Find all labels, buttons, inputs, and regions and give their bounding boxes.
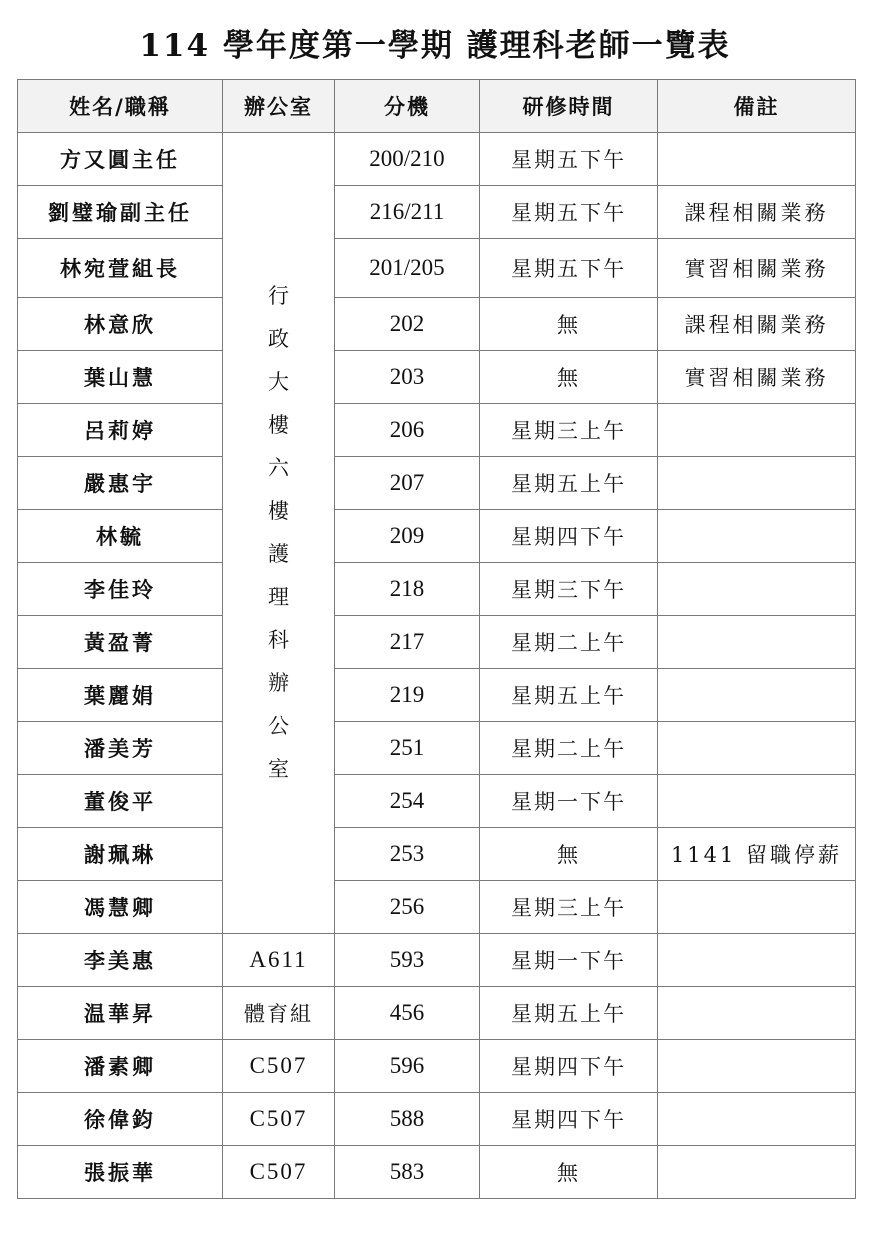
header-ext: 分機 [335,80,480,133]
cell-name: 林毓 [18,510,223,563]
cell-ext: 200/210 [335,133,480,186]
shared-office-char: 六 [268,456,289,480]
cell-note [658,1093,856,1146]
table-row [18,1146,856,1199]
header-name: 姓名/職稱 [18,80,223,133]
cell-study-time: 星期一下午 [480,775,658,828]
header-note: 備註 [658,80,856,133]
cell-study-time: 星期五上午 [480,457,658,510]
cell-note: 實習相關業務 [658,351,856,404]
shared-office-char: 政 [268,327,289,351]
cell-study-time: 星期一下午 [480,934,658,987]
cell-ext: 201/205 [335,239,480,298]
header-office: 辦公室 [223,80,335,133]
table-row [18,669,856,722]
cell-office: C507 [223,1093,335,1146]
cell-office: C507 [223,1040,335,1093]
cell-study-time: 星期五下午 [480,239,658,298]
cell-ext: 218 [335,563,480,616]
cell-name: 温華昇 [18,987,223,1040]
cell-ext: 219 [335,669,480,722]
cell-study-time: 無 [480,1146,658,1199]
cell-ext: 216/211 [335,186,480,239]
cell-study-time: 星期四下午 [480,1040,658,1093]
cell-ext: 206 [335,404,480,457]
cell-note [658,669,856,722]
cell-office: A611 [223,934,335,987]
cell-ext: 217 [335,616,480,669]
cell-note [658,404,856,457]
teacher-table [17,79,856,1199]
cell-office: 體育組 [223,987,335,1040]
cell-study-time: 星期五上午 [480,987,658,1040]
cell-ext: 209 [335,510,480,563]
cell-study-time: 星期三下午 [480,563,658,616]
table-row [18,828,856,881]
cell-name: 李美惠 [18,934,223,987]
shared-office-char: 樓 [268,499,289,523]
cell-note [658,563,856,616]
cell-ext: 202 [335,298,480,351]
shared-office-char: 室 [268,757,289,781]
cell-study-time: 星期五下午 [480,133,658,186]
cell-name: 嚴惠宇 [18,457,223,510]
table-row [18,563,856,616]
cell-ext: 254 [335,775,480,828]
cell-shared-office [223,133,335,934]
cell-name: 呂莉婷 [18,404,223,457]
cell-note [658,987,856,1040]
cell-ext: 583 [335,1146,480,1199]
shared-office-char: 公 [268,714,289,738]
page-title: 114 學年度第一學期 護理科老師一覽表 [139,28,731,64]
cell-ext: 251 [335,722,480,775]
cell-name: 葉山慧 [18,351,223,404]
cell-note: 1141 留職停薪 [658,828,856,881]
shared-office-char: 護 [268,542,289,566]
cell-name: 劉璧瑜副主任 [18,186,223,239]
cell-study-time: 無 [480,298,658,351]
cell-name: 謝珮琳 [18,828,223,881]
table-row [18,404,856,457]
cell-ext: 456 [335,987,480,1040]
table-row [18,987,856,1040]
cell-name: 黃盈菁 [18,616,223,669]
header-study: 研修時間 [480,80,658,133]
cell-study-time: 星期五上午 [480,669,658,722]
cell-ext: 253 [335,828,480,881]
cell-study-time: 星期四下午 [480,510,658,563]
cell-note: 課程相關業務 [658,186,856,239]
cell-study-time: 星期四下午 [480,1093,658,1146]
cell-name: 張振華 [18,1146,223,1199]
cell-name: 方又圓主任 [18,133,223,186]
header-row [18,80,856,133]
cell-name: 徐偉鈞 [18,1093,223,1146]
cell-name: 林宛萱組長 [18,239,223,298]
shared-office-char: 科 [268,628,289,652]
cell-note [658,133,856,186]
cell-study-time: 無 [480,828,658,881]
cell-note [658,1040,856,1093]
cell-ext: 596 [335,1040,480,1093]
cell-note [658,1146,856,1199]
shared-office-char: 理 [268,585,289,609]
cell-office: C507 [223,1146,335,1199]
cell-note: 課程相關業務 [658,298,856,351]
cell-note [658,934,856,987]
cell-name: 潘美芳 [18,722,223,775]
table-row [18,186,856,239]
table-body [18,133,856,1199]
table-row [18,239,856,298]
shared-office-char: 行 [268,284,289,308]
cell-ext: 256 [335,881,480,934]
cell-note [658,457,856,510]
cell-name: 馮慧卿 [18,881,223,934]
cell-study-time: 星期二上午 [480,616,658,669]
cell-name: 林意欣 [18,298,223,351]
table-row [18,457,856,510]
cell-note [658,881,856,934]
table-row [18,510,856,563]
cell-note [658,722,856,775]
table-row [18,722,856,775]
cell-name: 潘素卿 [18,1040,223,1093]
table-row [18,1093,856,1146]
table-row [18,881,856,934]
table-row [18,351,856,404]
cell-name: 葉麗娟 [18,669,223,722]
shared-office-char: 大 [268,370,289,394]
table-row [18,298,856,351]
cell-note [658,616,856,669]
cell-study-time: 星期二上午 [480,722,658,775]
cell-note [658,510,856,563]
cell-study-time: 星期三上午 [480,404,658,457]
cell-ext: 593 [335,934,480,987]
cell-study-time: 星期三上午 [480,881,658,934]
cell-ext: 207 [335,457,480,510]
table-row [18,133,856,186]
cell-study-time: 星期五下午 [480,186,658,239]
cell-name: 李佳玲 [18,563,223,616]
cell-ext: 588 [335,1093,480,1146]
table-row [18,775,856,828]
cell-ext: 203 [335,351,480,404]
table-row [18,1040,856,1093]
shared-office-char: 樓 [268,413,289,437]
shared-office-char: 辦 [268,671,289,695]
cell-study-time: 無 [480,351,658,404]
cell-name: 董俊平 [18,775,223,828]
cell-note: 實習相關業務 [658,239,856,298]
cell-note [658,775,856,828]
table-row [18,934,856,987]
table-row [18,616,856,669]
